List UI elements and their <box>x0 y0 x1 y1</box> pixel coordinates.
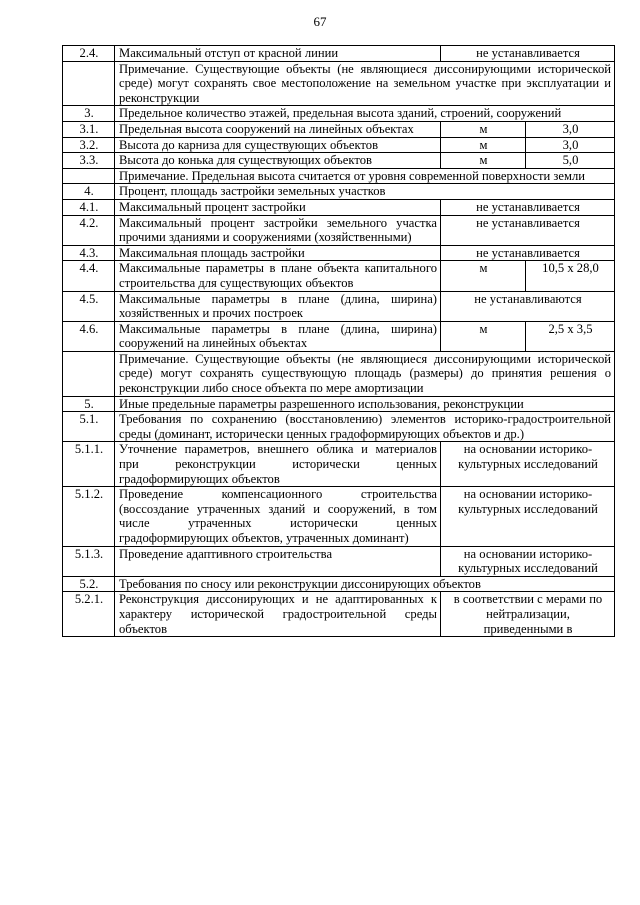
row-number: 3.2. <box>63 137 115 153</box>
row-number: 5.1.2. <box>63 487 115 546</box>
row-number: 4.5. <box>63 291 115 321</box>
section-heading: Требования по сносу или реконструкции диссонирующих объектов <box>115 576 615 592</box>
parameter-value: не устанавливается <box>441 215 615 245</box>
table-row <box>63 215 615 245</box>
parameter-name: Проведение компенсационного строительства (воссоздание утраченных зданий и сооружений, в том числе утраченных исторически ценных градоформирующих объектов, утраченных доминант) <box>115 487 441 546</box>
row-number: 4.6. <box>63 321 115 351</box>
parameter-value: 3,0 <box>526 137 615 153</box>
table-row <box>63 412 615 442</box>
parameter-value: не устанавливаются <box>441 291 615 321</box>
parameter-value: 10,5 х 28,0 <box>526 261 615 291</box>
table-row <box>63 61 615 106</box>
note-text: Примечание. Предельная высота считается от уровня современной поверхности земли <box>115 168 615 184</box>
parameter-value: на основании историко-культурных исследований <box>441 442 615 487</box>
parameter-name: Максимальный отступ от красной линии <box>115 46 441 62</box>
parameter-name: Максимальные параметры в плане объекта капитального строительства для существующих объектов <box>115 261 441 291</box>
table-row <box>63 106 615 122</box>
unit-cell: м <box>441 321 526 351</box>
parameter-value: 2,5 х 3,5 <box>526 321 615 351</box>
table-row <box>63 153 615 169</box>
row-number: 5. <box>63 396 115 412</box>
table-row <box>63 291 615 321</box>
parameter-name: Максимальные параметры в плане (длина, ширина) сооружений на линейных объектах <box>115 321 441 351</box>
row-number: 4.3. <box>63 245 115 261</box>
parameter-name: Максимальные параметры в плане (длина, ширина) хозяйственных и прочих построек <box>115 291 441 321</box>
row-number: 5.1. <box>63 412 115 442</box>
parameter-value: не устанавливается <box>441 46 615 62</box>
page-number: 67 <box>313 14 327 29</box>
parameter-name: Максимальный процент застройки <box>115 199 441 215</box>
row-number: 4.1. <box>63 199 115 215</box>
parameter-value: не устанавливается <box>441 199 615 215</box>
row-number: 3.3. <box>63 153 115 169</box>
unit-cell: м <box>441 121 526 137</box>
unit-cell: м <box>441 137 526 153</box>
row-number: 4.4. <box>63 261 115 291</box>
unit-cell: м <box>441 261 526 291</box>
parameter-name: Высота до карниза для существующих объектов <box>115 137 441 153</box>
table-row <box>63 592 615 637</box>
row-number: 5.2. <box>63 576 115 592</box>
parameter-value: 3,0 <box>526 121 615 137</box>
row-number <box>63 351 115 396</box>
parameter-name: Максимальный процент застройки земельного участка прочими зданиями и сооружениями (хозяйственными) <box>115 215 441 245</box>
row-number: 5.1.1. <box>63 442 115 487</box>
parameter-value: не устанавливается <box>441 245 615 261</box>
table-row <box>63 261 615 291</box>
regulations-table <box>62 45 615 637</box>
table-row <box>63 396 615 412</box>
table-row <box>63 199 615 215</box>
parameter-value: 5,0 <box>526 153 615 169</box>
note-text: Примечание. Существующие объекты (не являющиеся диссонирующими исторической среде) могут сохранять свое местоположение на земельном участке при эксплуатации и реконструкции <box>115 61 615 106</box>
parameter-name: Проведение адаптивного строительства <box>115 546 441 576</box>
table-row <box>63 184 615 200</box>
parameter-name: Реконструкция диссонирующих и не адаптированных к характеру исторической градостроительной среды объектов <box>115 592 441 637</box>
table-row <box>63 46 615 62</box>
table-row <box>63 442 615 487</box>
parameter-name: Уточнение параметров, внешнего облика и материалов при реконструкции исторически ценных градоформирующих объектов <box>115 442 441 487</box>
row-number: 3. <box>63 106 115 122</box>
row-number: 5.1.3. <box>63 546 115 576</box>
section-heading: Процент, площадь застройки земельных участков <box>115 184 615 200</box>
table-row <box>63 321 615 351</box>
note-text: Примечание. Существующие объекты (не являющиеся диссонирующими исторической среде) могут сохранять существующую площадь (размеры) до принятия решения о реконструкции либо сносе объекта по мере амортизации <box>115 351 615 396</box>
unit-cell: м <box>441 153 526 169</box>
section-heading: Предельное количество этажей, предельная высота зданий, строений, сооружений <box>115 106 615 122</box>
parameter-name: Предельная высота сооружений на линейных объектах <box>115 121 441 137</box>
parameter-name: Максимальная площадь застройки <box>115 245 441 261</box>
table-body <box>63 46 615 637</box>
row-number <box>63 168 115 184</box>
row-number: 3.1. <box>63 121 115 137</box>
table-row <box>63 576 615 592</box>
table-row <box>63 487 615 546</box>
table-row <box>63 137 615 153</box>
parameter-name: Высота до конька для существующих объектов <box>115 153 441 169</box>
row-number: 4.2. <box>63 215 115 245</box>
table-row <box>63 168 615 184</box>
row-number: 2.4. <box>63 46 115 62</box>
parameter-value: на основании историко-культурных исследований <box>441 546 615 576</box>
table-row <box>63 351 615 396</box>
section-heading: Иные предельные параметры разрешенного использования, реконструкции <box>115 396 615 412</box>
row-number <box>63 61 115 106</box>
parameter-value: в соответствии с мерами по нейтрализации, приведенными в <box>441 592 615 637</box>
table-row <box>63 245 615 261</box>
section-heading: Требования по сохранению (восстановлению) элементов историко-градостроительной среды (доминант, исторически ценных градоформирующих объектов и др.) <box>115 412 615 442</box>
table-row <box>63 121 615 137</box>
row-number: 5.2.1. <box>63 592 115 637</box>
parameter-value: на основании историко-культурных исследований <box>441 487 615 546</box>
row-number: 4. <box>63 184 115 200</box>
table-row <box>63 546 615 576</box>
